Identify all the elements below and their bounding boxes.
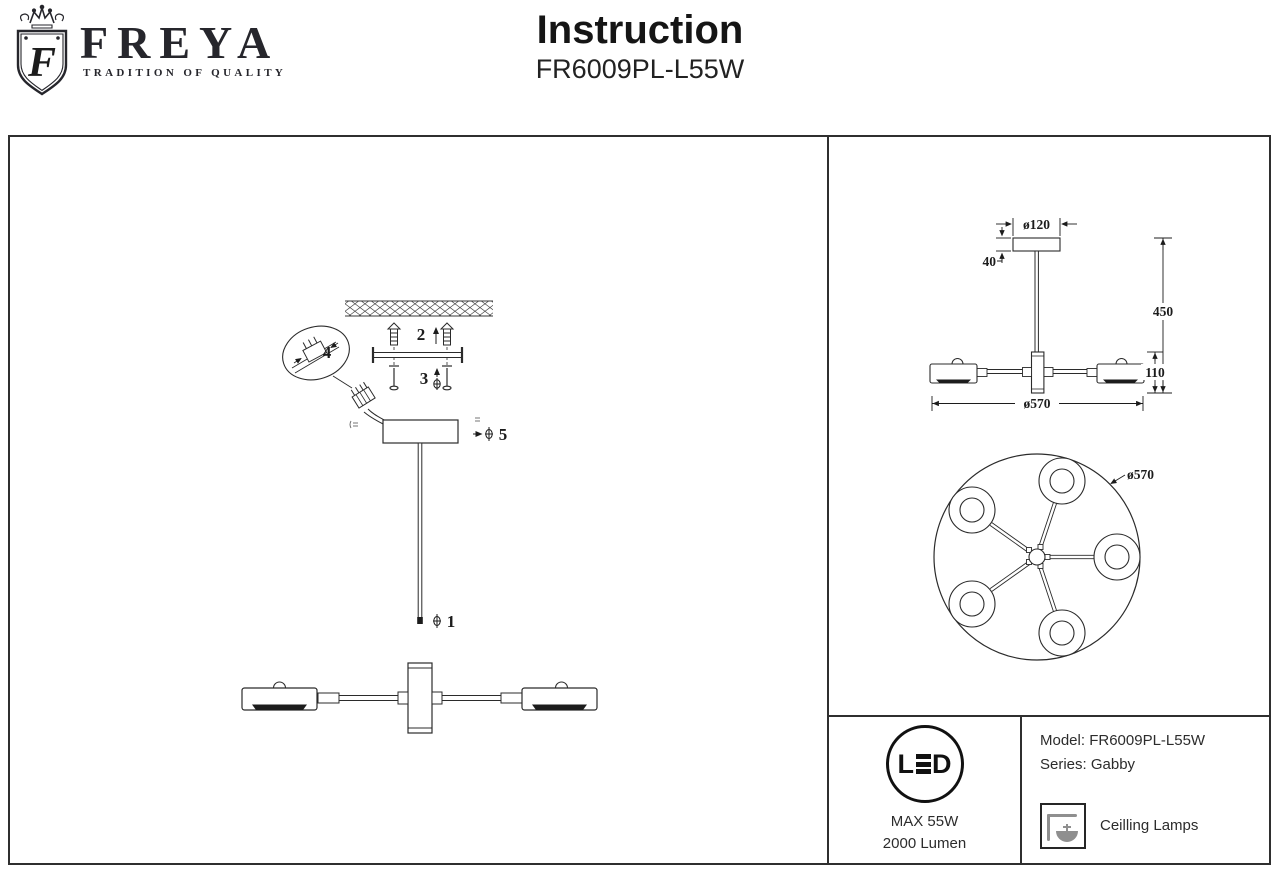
balloon-leader [333,376,352,388]
ceiling-lamp-icon [1040,803,1086,849]
canopy-mark-right [475,418,480,421]
step-5-label: 5 [498,425,508,444]
lumen: 2000 Lumen [882,835,967,852]
step-1-screw-icon [433,614,441,628]
model-value: FR6009PL-L55W [1089,732,1206,749]
spec-panel [829,715,1269,865]
dimension-drawings [829,137,1269,715]
assembled-fixture [242,663,597,733]
model-label: Model: [1040,732,1086,749]
step-4-label: 4 [322,343,332,362]
logo-letter: F [27,40,57,86]
brand-name: FREYA [80,17,280,68]
top-view [934,454,1140,660]
detail-balloon [276,318,357,388]
canopy-mark-left [350,421,358,428]
step-3-screw-icon [434,369,441,390]
ceiling-hatch [345,301,493,316]
dim-overall-diameter-side-label: ø570 [1023,396,1051,411]
lamp-knob-icon [274,682,286,688]
model-row [1040,729,1269,753]
max-power: MAX 55W [890,813,959,830]
led-letter-d: D [932,748,952,779]
mounting-bar [373,347,462,363]
step-2-label: 2 [416,325,426,344]
page-title: Instruction [536,8,744,52]
series-value: Gabby [1090,756,1136,773]
rod-tip [417,617,423,624]
wire-connector-icon [349,381,386,424]
lamp-knob-icon [556,682,568,688]
step-1-label: 1 [446,612,456,631]
led-letter-e-bars [916,754,931,774]
dim-canopy-height-label: 40 [982,254,996,269]
series-label: Series: [1040,756,1087,773]
led-spec-cell [829,717,1020,865]
series-row [1040,753,1269,777]
brand-tagline: TRADITION OF QUALITY [83,67,287,79]
canopy [383,420,458,443]
dim-overall-diameter-top-label: ø570 [1127,467,1154,482]
step-3-label: 3 [419,369,429,388]
model-spec-cell [1020,717,1269,865]
led-letter-l: L [897,748,914,779]
side-view [930,238,1144,393]
hanging-rod [418,443,422,619]
led-logo-icon [886,725,964,803]
dim-overall-height-label: 450 [1152,304,1174,319]
category-label: Ceilling Lamps [1100,817,1199,834]
step-5-screw-icon [473,427,493,441]
dim-top-leader [1111,475,1125,484]
page-model: FR6009PL-L55W [535,54,745,84]
title-block [0,8,1280,85]
assembly-diagram [10,137,826,863]
dim-canopy-diameter-label: ø120 [1023,217,1050,232]
dim-canopy-height [996,227,1011,263]
dim-fixture-height-label: 110 [1145,365,1165,380]
